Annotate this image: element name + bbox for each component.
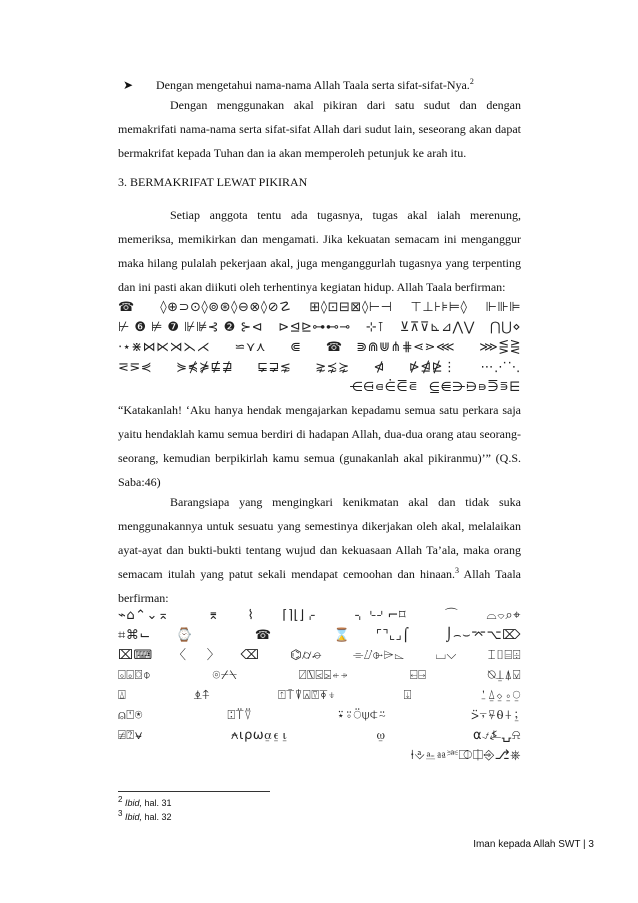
- arabic-line: ☎ ◊⊕⊃⊙◊⊚⊛◊⊖⊗◊⊘☡ ⊞◊⊡⊟⊠◊⊢⊣ ⊤⊥⊦⊧⊨◊ ⊩⊪⊫: [118, 300, 521, 315]
- arabic-line: ⋲⋳⋴⋵⋶⋷ ⋸⋹⋺⋻⋼⋽⋾⋿: [349, 380, 521, 395]
- paragraph-body: [118, 490, 521, 610]
- footnote: [118, 797, 172, 809]
- bullet-text: Dengan mengetahui nama-nama Allah Taala serta sifat-sifat-Nya.: [156, 78, 470, 92]
- footnote-italic: Ibid,: [124, 812, 142, 822]
- arabic-line: ⍍ ⍎⍏ ⍐⍑⍒⍓⍔⍕⍖ ⍗ ⍘⍙⍚⍛⍜: [118, 688, 521, 703]
- paragraph-text: Dengan menggunakan akal pikiran dari satu sudut dan dengan memakrifati nama-nama serta sifat-sifat Allah dari sudut lain, seseorang akan dapat bermakrifat kepada Tuhan dan ia akan memperoleh petunjuk ke arah itu.: [118, 98, 521, 160]
- arabic-line: ⋜⋝⋞ ⋟⋠⋡⋢⋣ ⋤⋥⋦ ⋧⋨⋩ ⋪ ⋫⋬⋭⋮ ⋯⋰⋱: [118, 360, 521, 375]
- page-footer: Iman kepada Allah SWT | 3: [473, 839, 594, 850]
- translation-text: “Katakanlah! ‘Aku hanya hendak mengajarkan kepadamu semua satu perkara saja yaitu hendaklah kamu semua berdiri di hadapan Allah, dua-dua orang atau seorang-seorang, kemudian berpikirlah kamu semua (gunakanlah akal pikiranmu)’” (Q.S. Saba:46): [118, 403, 521, 489]
- footnote-text: hal. 31: [141, 798, 172, 808]
- footnote-number: 3: [118, 809, 123, 818]
- footnote-ref: 2: [469, 77, 474, 86]
- arabic-line: ⌗⌘⌙⌚ ☎ ⌛⌜⌝⌞⌟⌠ ⌡⌢⌣⌤⌥⌦: [118, 628, 521, 643]
- arabic-line: ⌁⌂⌃⌄⌅ ⌆⌇⌈⌉⌊⌋⌌ ⌍⌎⌏⌐⌑ ⌒⌓⌔⌕⌖: [118, 608, 521, 623]
- paragraph-text: Barangsiapa yang mengingkari kenikmatan akal dan tidak suka menggunakannya untuk sesuatu yang semestinya dikerjakan oleh akal, melalaikan ayat-ayat dan bukti-bukti tentang wujud dan kekuasaan Allah Ta’ala, maka orang semacam itulah yang patut sekali mendapat cemoohan dan hinaan.: [118, 495, 521, 581]
- footnote-number: 2: [118, 795, 123, 804]
- arabic-line: ⍝⍞⍟ ⍠⍡⍢ ⍣⍤⍥⍦⍧⍨ ⍩⍪⍫⍬⍭⍮: [118, 708, 521, 723]
- arabic-line: ⊬❻⊭❼⊮⊯⊰❷⊱⊲ ⊳⊴⊵⊶⊷⊸ ⊹⊺ ⊻⊼⊽⊾⊿⋀⋁ ⋂⋃⋄: [118, 320, 521, 335]
- paragraph-text-tail: Allah Taala berfirman:: [118, 567, 521, 605]
- arabic-line: ⍯⍰⍱ ⍲⍳⍴⍵⍶⍷⍸ ⍹ ⍺⍻⍼⍽⍾: [118, 728, 521, 743]
- arabic-line: ⌧⌨〈〉⌫ ⌬⌭⌮ ⌯⌰⌱⌲⌳ ⌴⌵ ⌶⌷⌸⌹: [118, 648, 521, 663]
- bullet-item: [123, 76, 474, 94]
- arabic-verse-2: [118, 606, 521, 766]
- arrowhead-bullet-icon: ➤: [123, 78, 134, 92]
- arabic-line: ⌺⌻⌼⌽ ⌾⌿⍀ ⍁⍂⍃⍄⍅⍆ ⍇⍈ ⍉⍊⍋⍌: [118, 668, 521, 683]
- footnote-divider: [118, 791, 270, 792]
- section-heading: 3. BERMAKRIFAT LEWAT PIKIRAN: [118, 175, 308, 189]
- paragraph-text: Setiap anggota tentu ada tugasnya, tugas akal ialah merenung, memeriksa, memikirkan dan mengamati. Jika kekuatan semacam ini menganggur maka hilang pulalah pekerjaan akal, juga menganggurlah tugasnya yang terpenting dan ini pasti akan diikuti oleh terhentinya kegiatan hidup. Allah Taala berfirman:: [118, 208, 521, 294]
- paragraph-tugas-akal: [118, 203, 521, 299]
- footnote: [118, 811, 172, 823]
- arabic-line: ⋅⋆⋇⋈⋉⋊⋋⋌ ⋍⋎⋏ ⋐ ☎⋑⋒⋓⋔⋕⋖⋗⋘ ⋙⋚⋛: [118, 340, 521, 355]
- footnote-italic: Ibid,: [124, 798, 142, 808]
- paragraph-makrifat-nama: [118, 93, 521, 165]
- paragraph-terjemahan: [118, 398, 521, 494]
- arabic-verse-1: [118, 298, 521, 398]
- paragraph-barangsiapa: [118, 490, 521, 610]
- footnote-ref: 3: [455, 566, 460, 575]
- footnote-text: hal. 32: [141, 812, 172, 822]
- arabic-line: ⍿⎀⎁⎂⎃⎄⎅⎆⎇⎈: [410, 748, 521, 763]
